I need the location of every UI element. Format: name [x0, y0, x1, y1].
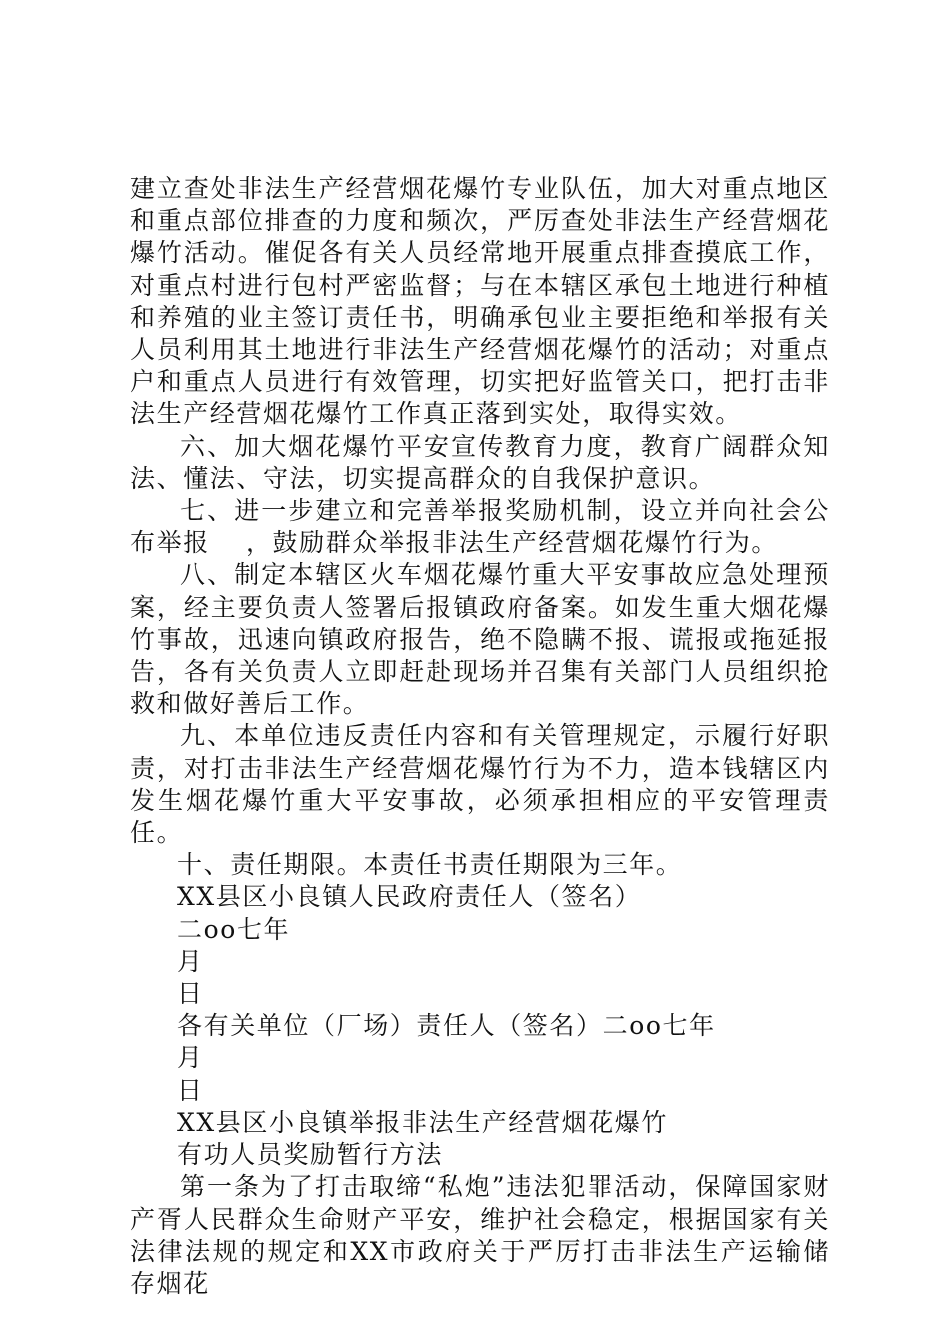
article-1-paragraph: 第一条为了打击取缔“私炮”违法犯罪活动，保障国家财产胥人民群众生命财产平安，维护社会稳定，根据国家有关法律法规的规定和XX市政府关于严厉打击非法生产运输储存烟花 [130, 1172, 830, 1298]
reward-method-title-line-1: XX县区小良镇举报非法生产经营烟花爆竹 [177, 1107, 668, 1137]
signature-month: 月 [177, 946, 204, 976]
paragraph-item-6: 六、加大烟花爆竹平安宣传教育力度，教育广阔群众知法、懂法、守法，切实提高群众的自我保护意识。 [130, 431, 830, 493]
signatory-town-government: XX县区小良镇人民政府责任人（签名） [177, 882, 642, 912]
signature-day: 日 [177, 979, 204, 1009]
reward-method-title-line-2: 有功人员奖励暂行方法 [177, 1140, 444, 1170]
signature-year: 二oo七年 [177, 914, 291, 944]
signature-month-2: 月 [177, 1043, 204, 1073]
document-body [130, 173, 830, 1300]
paragraph-item-9: 九、本单位违反责任内容和有关管理规定，示履行好职责，对打击非法生产经营烟花爆竹行为不力，造本钱辖区内发生烟花爆竹重大平安事故，必须承担相应的平安管理责任。 [130, 721, 830, 848]
signature-day-2: 日 [177, 1075, 204, 1105]
paragraph-item-7: 七、进一步建立和完善举报奖励机制，设立并向社会公布举报 ，鼓励群众举报非法生产经营烟花爆竹行为。 [130, 496, 830, 558]
item-10-term: 十、责任期限。本责任书责任期限为三年。 [177, 850, 683, 880]
paragraph-item-8: 八、制定本辖区火车烟花爆竹重大平安事故应急处理预案，经主要负责人签署后报镇政府备案。如发生重大烟花爆竹事故，迅速向镇政府报告，绝不隐瞒不报、谎报或拖延报告，各有关负责人立即赶赴现场并召集有关部门人员组织抢救和做好善后工作。 [130, 560, 830, 719]
signatory-units: 各有关单位（厂场）责任人（签名）二oo七年 [177, 1011, 716, 1041]
paragraph-intro: 建立查处非法生产经营烟花爆竹专业队伍，加大对重点地区和重点部位排查的力度和频次，严厉查处非法生产经营烟花爆竹活动。催促各有关人员经常地开展重点排查摸底工作，对重点村进行包村严密监督；与在本辖区承包土地进行种植和养殖的业主签订责任书，明确承包业主要拒绝和举报有关人员利用其土地进行非法生产经营烟花爆竹的活动；对重点户和重点人员进行有效管理，切实把好监管关口，把打击非法生产经营烟花爆竹工作真正落到实处，取得实效。 [130, 174, 830, 429]
